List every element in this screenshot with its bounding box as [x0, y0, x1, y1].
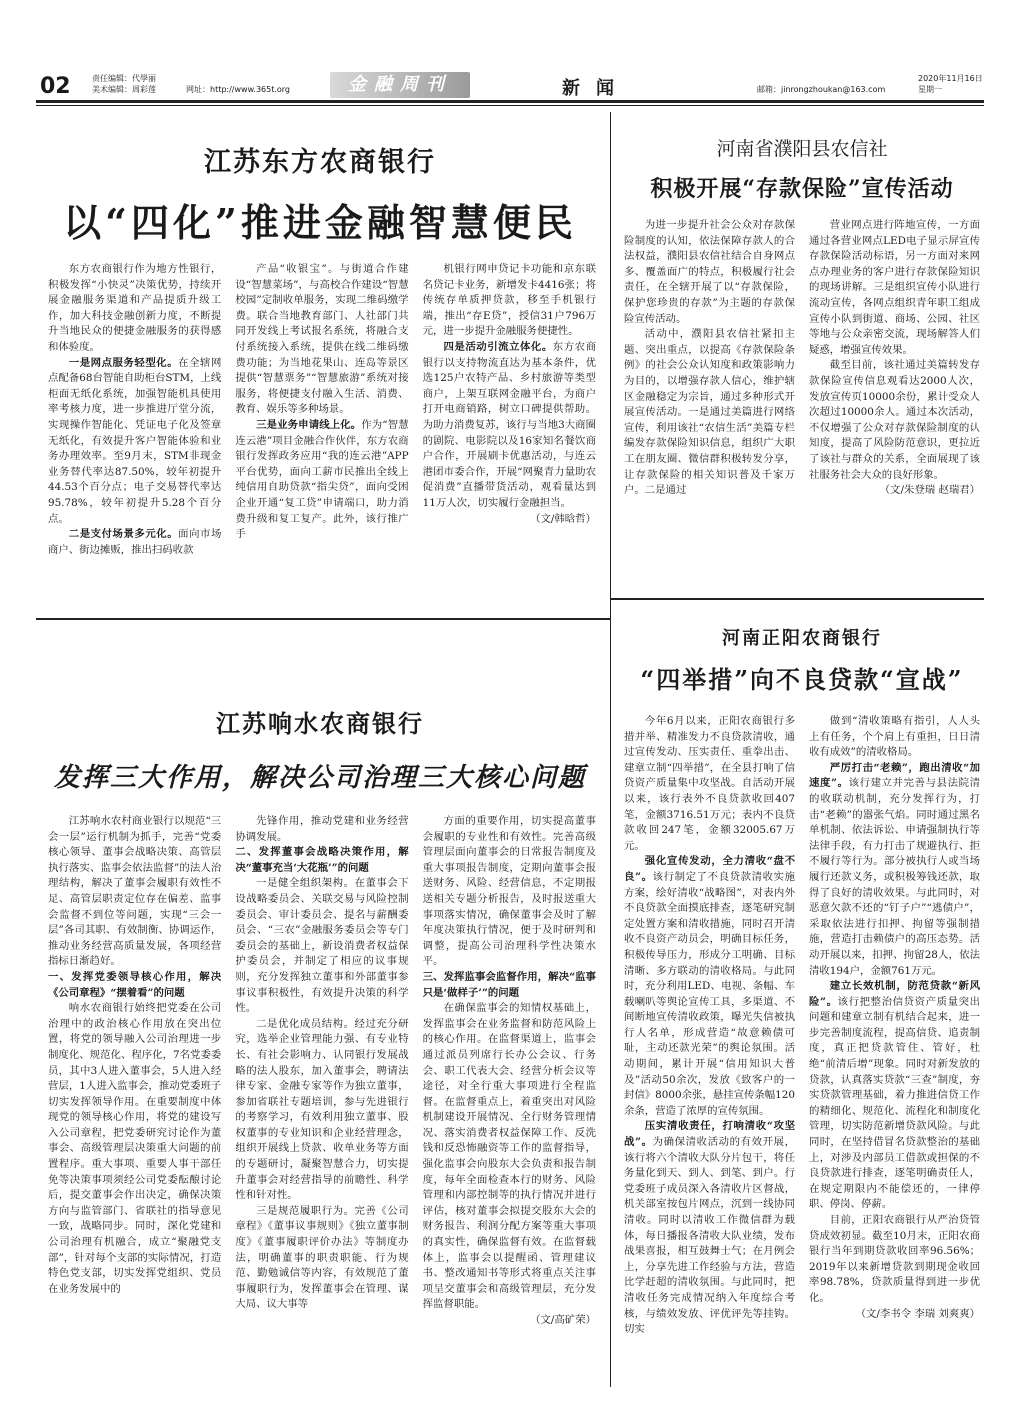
article-deck: 河南省濮阳县农信社 — [716, 138, 888, 160]
article-body — [624, 714, 980, 1386]
paragraph: 产品“收银宝”。与街道合作建设“智慧菜场”，与高校合作建设“智慧校园”定制收单服务，实现二维码缴学费。联合当地教育部门、人社部门共同开发线上考试报名系统，将融合支付系统接入系统，提供在线二维码缴费功能；为当地花果山、连岛等景区提供“智慧票务”“智慧旅游”系统对接服务，将便捷支付融入生活、消费、教育、娱乐等多种场景。 — [235, 263, 409, 416]
paragraph: 一是网点服务轻型化。在全辖网点配备68台智能自助柜台STM，上线柜面无纸化系统，加强智能机具使用率考核力度，进一步推进厅堂分流，实现操作智能化、凭证电子化及签章无纸化，有效提升客户智能体验和业务办理效率。至9月末，STM非现金业务替代率达87.50%，较年初提升44.53个百分点；电子交易替代率达95.78%，较年初提升5.28个百分点。 — [48, 356, 222, 525]
section-subhead: 一、发挥党委领导核心作用，解决《公司章程》“摆着看”的问题 — [48, 970, 222, 999]
editor-credits — [92, 73, 156, 95]
paragraph: 营业网点进行阵地宣传，一方面通过各营业网点LED电子显示屏宣传存款保险活动标语，另一方面对来网点办理业务的客户进行存款保险知识的现场讲解。三是组织宣传小队进行流动宣传，各网点组织青年职工组成宣传小队到街道、商场、公园、社区等地与公众亲密交流，现场解答人们疑惑，增强宣传效果。 — [809, 219, 980, 356]
paragraph: 建立长效机制，防范贷款“新风险”。该行把整治信贷资产质量突出问题和建章立制有机结合起来，进一步完善制度流程，提高信贷、追责制度，真正把贷款管住、管好，杜绝“前清后增”现象。同时对新发放的贷款，认真落实贷款“三查”制度，夯实贷款管理基础，着力推进信贷工作的精细化、规范化、流程化和制度化管理，切实防范新增贷款风险。与此同时，在坚持借冒名贷款整治的基础上，对涉及内部员工借款或担保的不良贷款进行排查，逐笔明确责任人，在规定期限内不能偿还的，一律停职、停岗、停薪。 — [809, 980, 980, 1211]
article-headline: “四举措”向不良贷款“宣战” — [640, 665, 964, 694]
paragraph-lead: 压实清收责任，打响清收“攻坚战”。 — [624, 1120, 795, 1149]
masthead — [0, 0, 1024, 112]
article-deck: 江苏东方农商银行 — [204, 147, 436, 178]
paragraph: 今年6月以来，正阳农商银行多措并举、精准发力不良贷款清收，通过宣传发动、压实责任、重拳出击、建章立制“四举措”，在全县打响了信贷资产质量集中攻坚战。自活动开展以来，该行表外不良贷款收回407笔，金额3716.51万元；表内不良贷款收回247笔，金额32005.67万元。 — [624, 715, 795, 852]
body-column — [423, 262, 596, 607]
byline: （文/李书令 李瑞 刘爽爽） — [855, 1307, 980, 1320]
paragraph: 活动中，濮阳县农信社紧扣主题、突出重点，以提高《存款保险条例》的社会公众认知度和政策影响力为目的，以增强存款人信心，维护辖区金融稳定为宗旨，通过多种形式开展宣传活动。一是通过美篇进行网络宣传，利用该社“农信生活”美篇专栏编发存款保险知识信息，组织广大职工在朋友圈、微信群积极转发分享，让存款保险的相关知识普及千家万户。二是通过 — [624, 328, 795, 497]
paragraph: 强化宣传发动，全力清收“盘不良”。该行制定了不良贷款清收实施方案，绘好清收“战略图”，对表内外不良贷款全面摸底排查，逐笔研究制定处置方案和清收措施，同时召开清收不良资产动员会，明确目标任务，积极传导压力，形成分工明确、目标清晰、多方联动的清收格局。与此同时，充分利用LED、电视、条幅、车载喇叭等舆论宣传工具，多渠道、不间断地宣传清收政策，曝光失信被执行人名单，形成营造“故意赖债可耻，主动还款光荣”的舆论氛围。活动期间，累计开展“信用知识大普及”活动50余次，发放《致客户的一封信》8000余张，悬挂宣传条幅120余条，营造了浓厚的宣传氛围。 — [624, 855, 795, 1117]
section-divider-right — [610, 598, 984, 600]
editor-line: 责任编辑：代學丽 — [92, 74, 156, 83]
paragraph: 截至目前，该社通过美篇转发存款保险宣传信息观看达2000人次，发放宣传页10000余份，累计受众人次超过10000余人。通过本次活动，不仅增强了公众对存款保险制度的认知度，提高了风险防范意识，更拉近了该社与群众的关系，全面展现了该社服务社会大众的良好形象。 — [809, 359, 980, 481]
paragraph-lead: 二是支付场景多元化。 — [68, 528, 179, 541]
body-column — [809, 714, 980, 1386]
masthead-rule — [36, 100, 984, 103]
paragraph: 先锋作用，推动党建和业务经营协调发展。 — [235, 815, 409, 843]
section-subhead: 三、发挥监事会监督作用，解决“监事只是‘做样子’”的问题 — [422, 970, 596, 999]
article-deck: 河南正阳农商银行 — [722, 628, 882, 649]
article-dongfang — [40, 112, 600, 612]
paragraph: 二是支付场景多元化。面向市场商户、街边摊贩，推出扫码收款 — [48, 528, 222, 556]
art-editor-line: 美术编辑：周彩莲 — [92, 85, 156, 94]
paragraph: 目前，正阳农商银行从严治贷管贷成效初显。截至10月末，正阳农商银行当年到期贷款收回率96.56%；2019年以来新增贷款到期现金收回率98.78%，贷款质量得到进一步优化。 — [809, 1214, 980, 1304]
paragraph: 三是规范履职行为。完善《公司章程》《董事议事规则》《独立董事制度》《董事履职评价办法》等制度办法，明确董事的职责职能、行为规范、勤勉诚信等内容，有效规范了董事履职行为，发挥董事会在管理、谋大局、议大事等 — [235, 1204, 409, 1311]
paragraph: 方面的重要作用，切实提高董事会履职的专业性和有效性。完善高级管理层面向董事会的日常报告制度及重大事项报告制度，定期向董事会报送财务、风险、经营信息，不定期报送相关专题分析报告，及时报送重大事项落实情况，确保董事会及时了解年度决策执行情况，便于及时研判和调整，提高公司治理科学性决策水平。 — [422, 815, 596, 968]
paragraph: 机银行网申贷记卡功能和京东联名贷记卡业务，新增发卡4416张；将传统存单质押贷款，移至手机银行端，推出“存E贷”，授信31户796万元，进一步提升金融服务便捷性。 — [422, 263, 596, 338]
body-column — [624, 218, 795, 588]
paragraph: 东方农商银行作为地方性银行，积极发挥“小快灵”决策优势，持续开展金融服务渠道和产品提质升级工作，加大科技金融创新力度，不断提升当地民众的便捷金融服务的获得感和体验度。 — [48, 263, 222, 353]
body-column — [809, 218, 980, 588]
paragraph-lead: 四是活动引流立体化。 — [443, 340, 553, 353]
body-column — [48, 814, 221, 1384]
paragraph: 严厉打击“老赖”，跑出清收“加速度”。该行建立并完善与县法院清的收联动机制，充分发挥行为，打击“老赖”的嚣张气焰。同时通过黑名单机制、依法诉讼、申请强制执行等法律手段，有力打击了规避执行、拒不履行等行为。部分被执行人或当场履行还款义务，或积极筹钱还款，取得了良好的清收效果。与此同时，对恶意欠款不还的“钉子户”“逃债户”，采取依法进行扣押、拘留等强制措施，营造打击赖债户的高压态势。活动开展以来，扣押、拘留28人，依法清收194户，金额761万元。 — [809, 761, 980, 977]
article-zhengyang — [620, 602, 984, 1392]
masthead-rule-thin — [36, 105, 984, 106]
issue-date — [918, 73, 983, 95]
article-body — [48, 262, 596, 607]
paragraph-lead: 强化宣传发动，全力清收“盘不良”。 — [624, 855, 795, 883]
article-body — [48, 814, 596, 1384]
section-name: 新闻 — [562, 78, 630, 99]
article-xiangshui — [40, 622, 600, 1392]
email-link[interactable]: 邮箱：jinrongzhoukan@163.com — [757, 85, 886, 94]
body-column — [235, 262, 408, 607]
paragraph: 二是优化成员结构。经过充分研究，选举企业管理能力强、有专业特长、有社会影响力、认同银行发展战略的法人股东，加入董事会，聘请法律专家、金融专家等作为独立董事，参加省联社专题培训，参与先进银行的考察学习，有效利用独立董事、股权董事的专业知识和企业经营理念，组织开展线上贷款、收单业务等方面的专题研讨，凝聚智慧合力，切实提升董事会对经营指导的前瞻性、科学性和针对性。 — [235, 1017, 409, 1202]
body-column — [48, 262, 221, 607]
paragraph: 做到“清收策略有指引，人人头上有任务，个个肩上有重担，日日清收有成效”的清收格局。 — [809, 715, 980, 759]
article-deck: 江苏响水农商银行 — [216, 709, 424, 738]
section-subhead: 二、发挥董事会战略决策作用，解决“董事充当‘大花瓶’”的问题 — [235, 846, 409, 874]
article-headline: 发挥三大作用，解决公司治理三大核心问题 — [53, 763, 586, 793]
paragraph-lead: 一是网点服务轻型化。 — [68, 356, 179, 369]
paragraph: 四是活动引流立体化。东方农商银行以支持物流直达为基本条件，优选125户农特产品、乡村旅游等类型商户，上架互联网金融平台，为商户打开电商销路，树立口碑提供帮助。为助力消费复苏，该行与当地3大商圈的剧院、电影院以及16家知名餐饮商户合作，开展刷卡优惠活动，与连云港团市委合作，开展“网聚青力量助农促消费”直播带货活动，观看量达到11万人次，切实履行金融担当。 — [422, 340, 596, 509]
paragraph: 为进一步提升社会公众对存款保险制度的认知，依法保障存款人的合法权益，濮阳县农信社结合自身网点多、覆盖面广的特点，积极履行社会责任，在全辖开展了以“存款保险，保护您珍贵的存款”为主题的存款保险宣传活动。 — [624, 219, 795, 325]
body-column — [624, 714, 795, 1386]
byline: （文/韩晗哲） — [530, 512, 596, 525]
paragraph-lead: 建立长效机制，防范贷款“新风险”。 — [809, 980, 980, 1008]
paragraph: 江苏响水农村商业银行以规范“三会一层”运行机制为抓手，完善“党委核心领导、董事会战略决策、高管层执行落实、监事会依法监督”的法人治理结构，解决了董事会履职有效性不足、高管层职责定位存在偏差、监事会监督不到位等问题，实现“三会一层”各司其职、有效制衡、协调运作，推动业务经营高质量发展，各项经营指标日渐趋好。 — [48, 815, 222, 968]
weekday-text: 星期一 — [918, 85, 942, 94]
paragraph: 在确保监事会的知情权基础上，发挥监事会在业务监督和防范风险上的核心作用。在监督渠道上，监事会通过派员列席行长办公会议、行务会、职工代表大会、经营分析会议等途径，对全行重大事项进行全程监督。在监督重点上，着重突出对风险机制建设开展情况、全行财务管理情况、落实消费者权益保障工作、反洗钱和反恐怖融资等工作的监督指导，强化监事会向股东大会负责和报告制度，每年全面检查本行的财务、风险管理和内部控制等的执行情况并进行评估，核对董事会拟提交股东大会的财务报告、利润分配方案等重大事项的真实性，确保监督有效。在监督载体上，监事会以提醒函、管理建议书、整改通知书等形式将重点关注事项呈交董事会和高级管理层，充分发挥监督职能。 — [422, 1002, 596, 1311]
article-headline: 以“四化”推进金融智慧便民 — [63, 200, 577, 245]
paragraph-lead: 严厉打击“老赖”，跑出清收“加速度”。 — [809, 761, 980, 790]
section-divider-left — [36, 618, 610, 620]
website-link[interactable]: 网址：http://www.365t.org — [186, 85, 291, 94]
paper-title: 金融周刊 — [330, 72, 470, 98]
column-divider — [610, 112, 611, 1387]
byline: （文/朱登瑞 赵瑞君） — [879, 484, 980, 497]
byline: （文/高矿荣） — [530, 1314, 596, 1326]
article-headline: 积极开展“存款保险”宣传活动 — [650, 176, 954, 202]
paragraph: 压实清收责任，打响清收“攻坚战”。为确保清收活动的有效开展，该行将六个清收大队分片包干，将任务量化到天、到人、到笔、到户。行党委班子成员深入各清收片区督战，机关部室按包片网点，沉到一线协同清收。同时以清收工作微信群为载体，每日播报各清收大队业绩，发布战果喜报，相互鼓舞士气；在月例会上，分享先进工作经验与方法，营造比学赶超的清收氛围。与此同时，把清收任务完成情况纳入年度综合考核，与绩效发放、评优评先等挂钩。切实 — [624, 1120, 795, 1336]
paragraph: 响水农商银行始终把党委在公司治理中的政治核心作用放在突出位置，将党的领导融入公司治理进一步制度化、规范化、程序化，7名党委委员，其中3人进入董事会，5人进入经营层，1人进入监事会，推动党委班子切实发挥领导作用。在重要制度中体现党的领导核心作用，将党的建设写入公司章程，把党委研究讨论作为董事会、高级管理层决策重大问题的前置程序。重大事项、重要人事干部任免等决策事项须经公司党委酝酿讨论后，提交董事会作出决定，确保决策方向与监管部门、省联社的指导意见一致，战略同步。同时，深化党建和公司治理有机融合，成立“聚融党支部”，针对每个支部的实际情况，打造特色党支部，切实发挥党组织、党员在业务发展中的 — [48, 1002, 222, 1295]
page-number: 02 — [40, 74, 71, 99]
paragraph-lead: 三是业务申请线上化。 — [256, 418, 362, 431]
paragraph: 一是健全组织架构。在董事会下设战略委员会、关联交易与风险控制委员会、审计委员会、提名与薪酬委员会、“三农”金融服务委员会等专门委员会的基础上，新设消费者权益保护委员会，并制定了相应的议事规则，充分发挥独立董事和外部董事参事议事积极性，有效提升决策的科学性。 — [235, 877, 409, 1015]
body-column — [235, 814, 408, 1384]
paragraph: 三是业务申请线上化。作为“智慧连云港”项目金融合作伙伴，东方农商银行发挥政务应用“我的连云港”APP平台优势，面向工薪市民推出全线上纯信用自助贷款“指尖贷”，面向受困企业开通“复工贷”申请端口，助力消费升级和复工复产。此外，该行推广手 — [235, 418, 409, 541]
body-column — [423, 814, 596, 1384]
article-puyang — [620, 112, 984, 592]
article-body — [624, 218, 980, 588]
date-text: 2020年11月16日 — [918, 74, 983, 83]
